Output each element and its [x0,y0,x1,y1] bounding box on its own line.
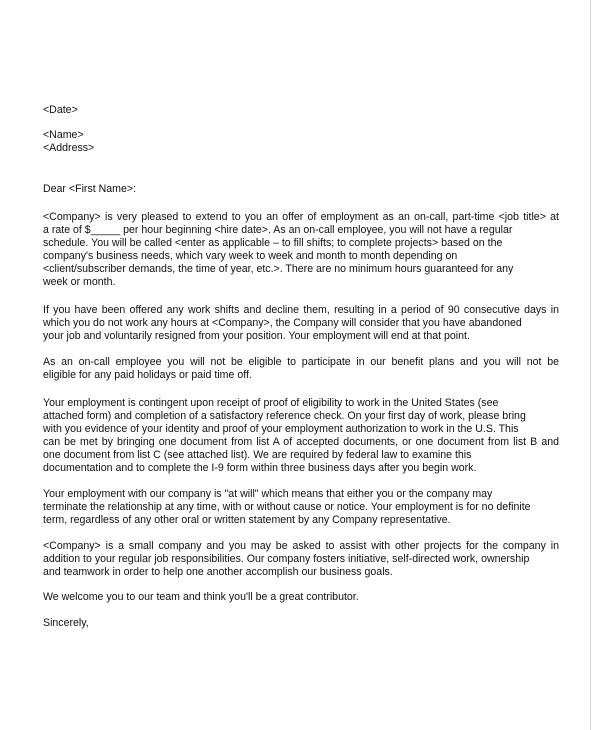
text-line: week or month. [43,276,116,288]
text-line: terminate the relationship at any time, with or without cause or notice. Your employment is for no definite [43,501,531,513]
text-line: schedule. You will be called <enter as applicable – to fill shifts; to complete projects> based on the [43,237,503,249]
address-placeholder: <Address> [43,142,95,154]
text-line: Your employment is contingent upon receipt of proof of eligibility to work in the United States (see [43,397,499,409]
text-line: your job and voluntarily resigned from your position. Your employment will end at that point. [43,330,470,342]
text-line: which you do not work any hours at <Company>, the Company will consider that you have abandoned [43,317,522,329]
salutation: Dear <First Name>: [43,183,137,195]
text-line: If you have been offered any work shifts and decline them, resulting in a period of 90 consecutive days in [43,304,559,316]
paragraph-welcome: We welcome you to our team and think you'll be a great contributor. [43,591,359,603]
page-edge [590,0,591,730]
text-line: <Company> is very pleased to extend to you an offer of employment as an on-call, part-time <job title> at [43,211,559,223]
date-placeholder: <Date> [43,104,78,116]
text-line: documentation and to complete the I-9 form within three business days after you begin work. [43,462,477,474]
text-line: <Company> is a small company and you may be asked to assist with other projects for the company in [43,540,559,552]
text-line: attached form) and completion of a satisfactory reference check. On your first day of work, please bring [43,410,526,422]
text-line: a rate of $_____ per hour beginning <hire date>. As an on-call employee, you will not have a regular [43,224,513,236]
text-line: eligible for any paid holidays or paid time off. [43,369,252,381]
text-line: and teamwork in order to help one another accomplish our business goals. [43,566,393,578]
text-line: <client/subscriber demands, the time of year, etc.>. There are no minimum hours guaranteed for any [43,263,514,275]
text-line: addition to your regular job responsibilities. Our company fosters initiative, self-directed work, ownership [43,553,530,565]
closing: Sincerely, [43,617,89,629]
text-line: company's business needs, which vary week to week and month to month depending on [43,250,458,262]
text-line: As an on-call employee you will not be eligible to participate in our benefit plans and you will not be [43,356,559,368]
text-line: one document from list C (see attached list). We are required by federal law to examine this [43,449,472,461]
text-line: Your employment with our company is "at will" which means that either you or the company may [43,488,493,500]
text-line: can be met by bringing one document from list A of accepted documents, or one document from list B and [43,436,559,448]
text-line: with you evidence of your identity and proof of your employment authorization to work in the U.S. This [43,423,519,435]
text-line: term, regardless of any other oral or written statement by any Company representative. [43,514,451,526]
name-placeholder: <Name> [43,129,84,141]
